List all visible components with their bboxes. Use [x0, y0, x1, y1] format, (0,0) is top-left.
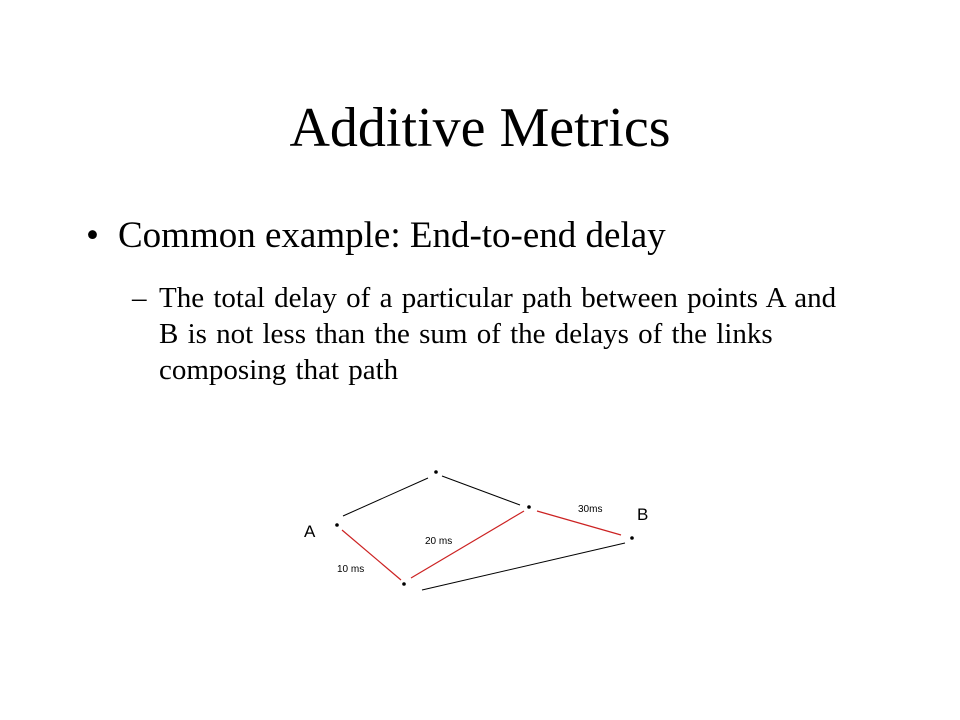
main-bullet-text: Common example: End-to-end delay: [118, 215, 666, 256]
node-a: [335, 523, 339, 527]
link-label-a-to-bottom: 10 ms: [337, 564, 365, 575]
node-bottom: [402, 582, 406, 586]
link-top-to-mid: [442, 476, 520, 505]
node-b-label: B: [637, 505, 649, 524]
bullet-marker: •: [86, 215, 99, 256]
node-top: [434, 470, 438, 474]
link-label-bottom-to-mid: 20 ms: [425, 536, 453, 547]
node-b: [630, 536, 634, 540]
link-a-to-top: [343, 478, 428, 516]
slide-title: Additive Metrics: [289, 97, 671, 159]
sub-bullet-marker: –: [132, 282, 147, 314]
node-a-label: A: [304, 522, 316, 541]
node-mid: [527, 505, 531, 509]
link-label-mid-to-b: 30ms: [578, 504, 603, 515]
link-bottom-to-b: [422, 543, 625, 590]
sub-bullet-text: The total delay of a particular path between points A and B is not less than the sum of the delays of the links composing that path: [159, 282, 837, 386]
